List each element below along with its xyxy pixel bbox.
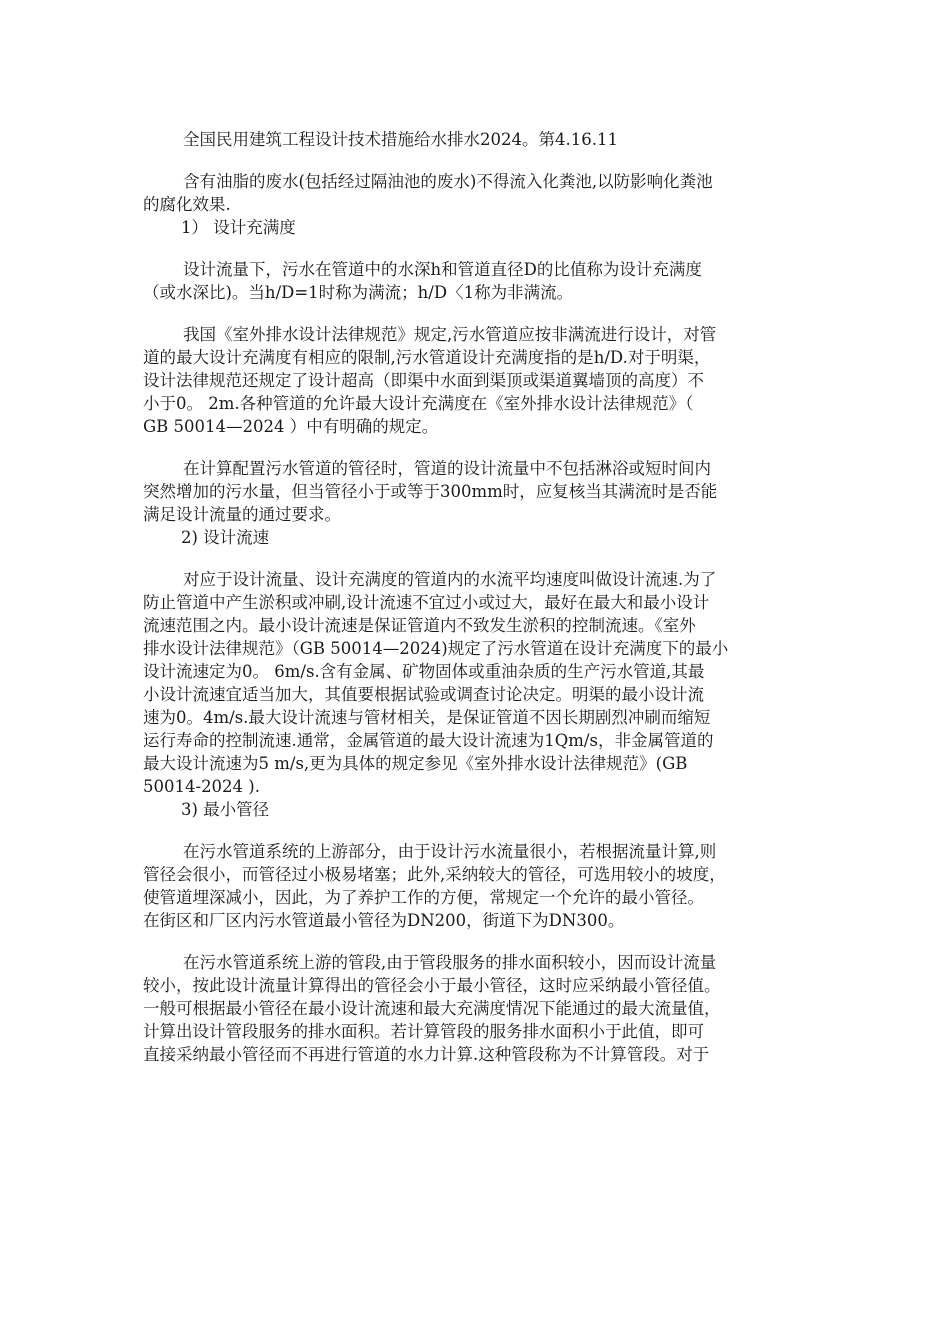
paragraph-min-diameter bbox=[143, 840, 808, 932]
paragraph-non-calculated-section bbox=[143, 951, 808, 1066]
source-reference: 全国民用建筑工程设计技术措施给水排水2024。第4.16.11 bbox=[183, 130, 618, 149]
document-body bbox=[143, 128, 808, 1066]
text-line: 满足设计流量的通过要求。 bbox=[143, 505, 341, 524]
text-line: 使管道埋深减小，因此，为了养护工作的方便，常规定一个允许的最小管径。 bbox=[143, 888, 704, 907]
text-line: 排水设计法律规范》（GB 50014—2024)规定了污水管道在设计充满度下的最小 bbox=[143, 639, 729, 658]
section-heading-velocity: 2) 设计流速 bbox=[181, 528, 270, 547]
text-line: 对应于设计流量、设计充满度的管道内的水流平均速度叫做设计流速.为了 bbox=[183, 570, 717, 589]
text-line: 道的最大设计充满度有相应的限制,污水管道设计充满度指的是h/D.对于明渠， bbox=[143, 348, 711, 367]
text-line: 设计流量下，污水在管道中的水深h和管道直径D的比值称为设计充满度 bbox=[183, 260, 702, 279]
text-line: 直接采纳最小管径而不再进行管道的水力计算.这种管段称为不计算管段。对于 bbox=[143, 1045, 710, 1064]
text-line: 我国《室外排水设计法律规范》规定,污水管道应按非满流进行设计，对管 bbox=[183, 325, 717, 344]
paragraph-oil-wastewater bbox=[143, 170, 808, 216]
text-line: GB 50014—2024 ）中有明确的规定。 bbox=[143, 417, 439, 436]
paragraph-pipe-diameter-check bbox=[143, 457, 808, 526]
text-line: 在污水管道系统上游的管段,由于管段服务的排水面积较小，因而设计流量 bbox=[183, 953, 717, 972]
text-line: 小设计流速宜适当加大，其值要根据试验或调查讨论决定。明渠的最小设计流 bbox=[143, 685, 704, 704]
text-line: 突然增加的污水量，但当管径小于或等于300mm时，应复核当其满流时是否能 bbox=[143, 482, 718, 501]
text-line: 运行寿命的控制流速.通常，金属管道的最大设计流速为1Qm/s，非金属管道的 bbox=[143, 731, 714, 750]
section-heading-fullness: 1） 设计充满度 bbox=[181, 218, 296, 237]
paragraph-velocity bbox=[143, 568, 808, 798]
section-heading-min-diameter: 3) 最小管径 bbox=[181, 800, 270, 819]
text-line: 小于0。 2m.各种管道的允许最大设计充满度在《室外排水设计法律规范》（ bbox=[143, 394, 694, 413]
text-line: 速为0。4m/s.最大设计流速与管材相关，是保证管道不因长期剧烈冲刷而缩短 bbox=[143, 708, 711, 727]
text-line: 含有油脂的废水(包括经过隔油池的废水)不得流入化粪池,以防影响化粪池 bbox=[183, 172, 713, 191]
text-line: 管径会很小，而管径过小极易堵塞；此外,采纳较大的管径，可选用较小的坡度， bbox=[143, 865, 726, 884]
text-line: 流速范围之内。最小设计流速是保证管道内不致发生淤积的控制流速。《室外 bbox=[143, 616, 696, 635]
text-line: 设计法律规范还规定了设计超高（即渠中水面到渠顶或渠道翼墙顶的高度）不 bbox=[143, 371, 704, 390]
paragraph-fullness-code bbox=[143, 323, 808, 438]
text-line: 的腐化效果. bbox=[143, 195, 231, 214]
text-line: 在街区和厂区内污水管道最小管径为DN200，街道下为DN300。 bbox=[143, 911, 625, 930]
text-line: 较小，按此设计流量计算得出的管径会小于最小管径，这时应采纳最小管径值。 bbox=[143, 976, 721, 995]
text-line: 最大设计流速为5 m/s,更为具体的规定参见《室外排水设计法律规范》(GB bbox=[143, 754, 688, 773]
text-line: 在污水管道系统的上游部分，由于设计污水流量很小，若根据流量计算,则 bbox=[183, 842, 717, 861]
text-line: 在计算配置污水管道的管径时，管道的设计流量中不包括淋浴或短时间内 bbox=[183, 459, 711, 478]
text-line: 防止管道中产生淤积或冲刷,设计流速不宜过小或过大，最好在最大和最小设计 bbox=[143, 593, 710, 612]
text-line: 设计流速定为0。 6m/s.含有金属、矿物固体或重油杂质的生产污水管道,其最 bbox=[143, 662, 705, 681]
text-line: 一般可根据最小管径在最小设计流速和最大充满度情况下能通过的最大流量值， bbox=[143, 999, 721, 1018]
text-line: 计算出设计管段服务的排水面积。若计算管段的服务排水面积小于此值，即可 bbox=[143, 1022, 704, 1041]
paragraph-fullness-definition bbox=[143, 258, 808, 304]
text-line: （或水深比)。当h/D=1时称为满流；h/D〈1称为非满流。 bbox=[143, 283, 574, 302]
text-line: 50014-2024 ). bbox=[143, 777, 260, 796]
